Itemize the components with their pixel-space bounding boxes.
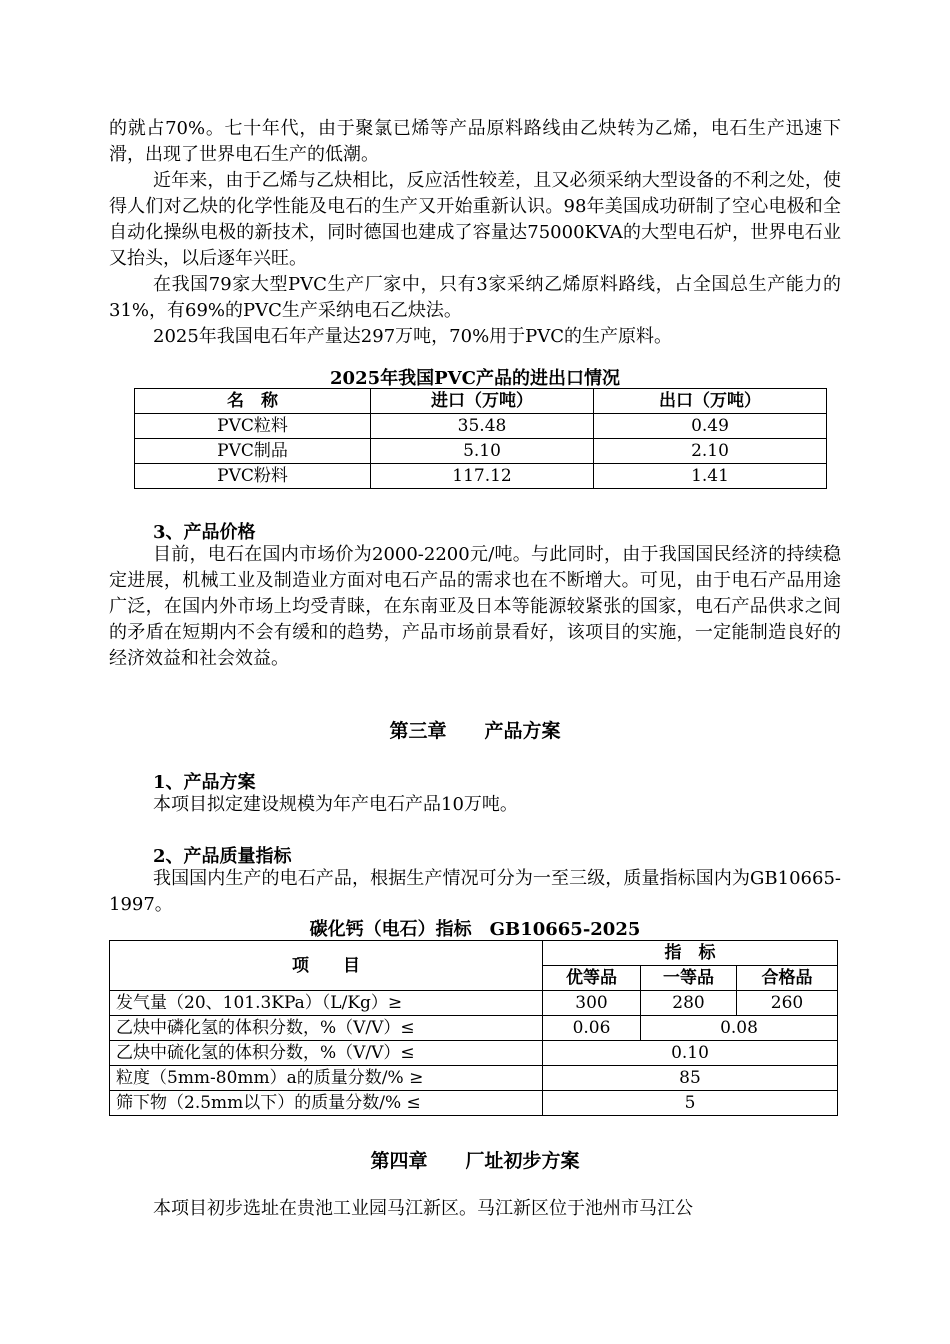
pvc-import-export-table <box>134 388 827 489</box>
table-header-row <box>110 941 838 966</box>
table-cell: 2.10 <box>594 439 827 464</box>
column-header-grade: 一等品 <box>641 966 737 991</box>
column-header: 进口（万吨） <box>371 389 594 414</box>
table1-caption: 2025年我国PVC产品的进出口情况 <box>330 368 620 389</box>
table-cell: 5.10 <box>371 439 594 464</box>
table-cell: 0.08 <box>641 1016 838 1041</box>
table-cell: PVC制品 <box>135 439 371 464</box>
section-heading-price: 3、产品价格 <box>153 522 256 543</box>
column-header-grade: 合格品 <box>737 966 838 991</box>
table-cell: PVC粒料 <box>135 414 371 439</box>
table-cell: PVC粉料 <box>135 464 371 489</box>
table-row <box>135 439 827 464</box>
table2-caption: 碳化钙（电石）指标 GB10665-2025 <box>309 919 641 940</box>
paragraph-product-plan: 本项目拟定建设规模为年产电石产品10万吨。 <box>153 794 518 815</box>
column-header-index: 指 标 <box>543 941 838 966</box>
section-heading-product-plan: 1、产品方案 <box>153 772 256 793</box>
table-cell: 35.48 <box>371 414 594 439</box>
table-cell: 260 <box>737 991 838 1016</box>
table-header-row <box>135 389 827 414</box>
table-row <box>110 991 838 1016</box>
table-cell-item: 发气量（20、101.3KPa）（L/Kg）≥ <box>110 991 543 1016</box>
table-cell: 300 <box>543 991 641 1016</box>
column-header: 出口（万吨） <box>594 389 827 414</box>
table-cell-item: 粒度（5mm-80mm）a的质量分数/% ≥ <box>110 1066 543 1091</box>
paragraph-price: 目前，电石在国内市场价为2000-2200元/吨。与此同时，由于我国国民经济的持续稳定进展，机械工业及制造业方面对电石产品的需求也在不断增大。可见，由于电石产品用途广泛，在国内外市场上均受青睐，在东南亚及日本等能源较紧张的国家，电石产品供求之间的矛盾在短期内不会有缓和的趋势，产品市场前景看好，该项目的实施，一定能制造良好的经济效益和社会效益。 <box>109 544 841 669</box>
table-cell: 1.41 <box>594 464 827 489</box>
calcium-carbide-spec-table <box>109 940 838 1116</box>
table-cell: 0.49 <box>594 414 827 439</box>
table-row <box>110 1091 838 1116</box>
table-cell: 280 <box>641 991 737 1016</box>
paragraph-recent-years: 近年来，由于乙烯与乙炔相比，反应活性较差，且又必须采纳大型设备的不利之处，使得人们对乙炔的化学性能及电石的生产又开始重新认识。98年美国成功研制了空心电极和全自动化操纵电极的新技术，同时德国也建成了容量达75000KVA的大型电石炉，世界电石业又抬头，以后逐年兴旺。 <box>109 170 841 269</box>
column-header-grade: 优等品 <box>543 966 641 991</box>
table-cell-item: 乙炔中硫化氢的体积分数，%（V/V）≤ <box>110 1041 543 1066</box>
table-row <box>135 414 827 439</box>
table-cell-item: 筛下物（2.5mm以下）的质量分数/% ≤ <box>110 1091 543 1116</box>
table-cell: 0.06 <box>543 1016 641 1041</box>
table-cell: 0.10 <box>543 1041 838 1066</box>
table-row <box>135 464 827 489</box>
paragraph-2025-output: 2025年我国电石年产量达297万吨，70%用于PVC的生产原料。 <box>153 326 673 347</box>
table-cell: 5 <box>543 1091 838 1116</box>
table-row <box>110 1066 838 1091</box>
paragraph-quality: 我国国内生产的电石产品，根据生产情况可分为一至三级，质量指标国内为GB10665-1997。 <box>109 868 841 915</box>
table-cell-item: 乙炔中磷化氢的体积分数，%（V/V）≤ <box>110 1016 543 1041</box>
column-header-item: 项 目 <box>110 941 543 991</box>
paragraph-history: 的就占70%。七十年代，由于聚氯已烯等产品原料路线由乙炔转为乙烯，电石生产迅速下滑，出现了世界电石生产的低潮。 <box>109 118 841 165</box>
column-header: 名 称 <box>135 389 371 414</box>
paragraph-pvc-makers: 在我国79家大型PVC生产厂家中，只有3家采纳乙烯原料路线，占全国总生产能力的31%，有69%的PVC生产采纳电石乙炔法。 <box>109 274 841 321</box>
table-cell: 117.12 <box>371 464 594 489</box>
section-heading-quality: 2、产品质量指标 <box>153 846 292 867</box>
chapter4-title: 第四章 厂址初步方案 <box>370 1150 580 1172</box>
table-cell: 85 <box>543 1066 838 1091</box>
paragraph-site: 本项目初步选址在贵池工业园马江新区。马江新区位于池州市马江公 <box>153 1198 693 1219</box>
chapter3-title: 第三章 产品方案 <box>389 720 561 742</box>
table-row <box>110 1041 838 1066</box>
table-row <box>110 1016 838 1041</box>
